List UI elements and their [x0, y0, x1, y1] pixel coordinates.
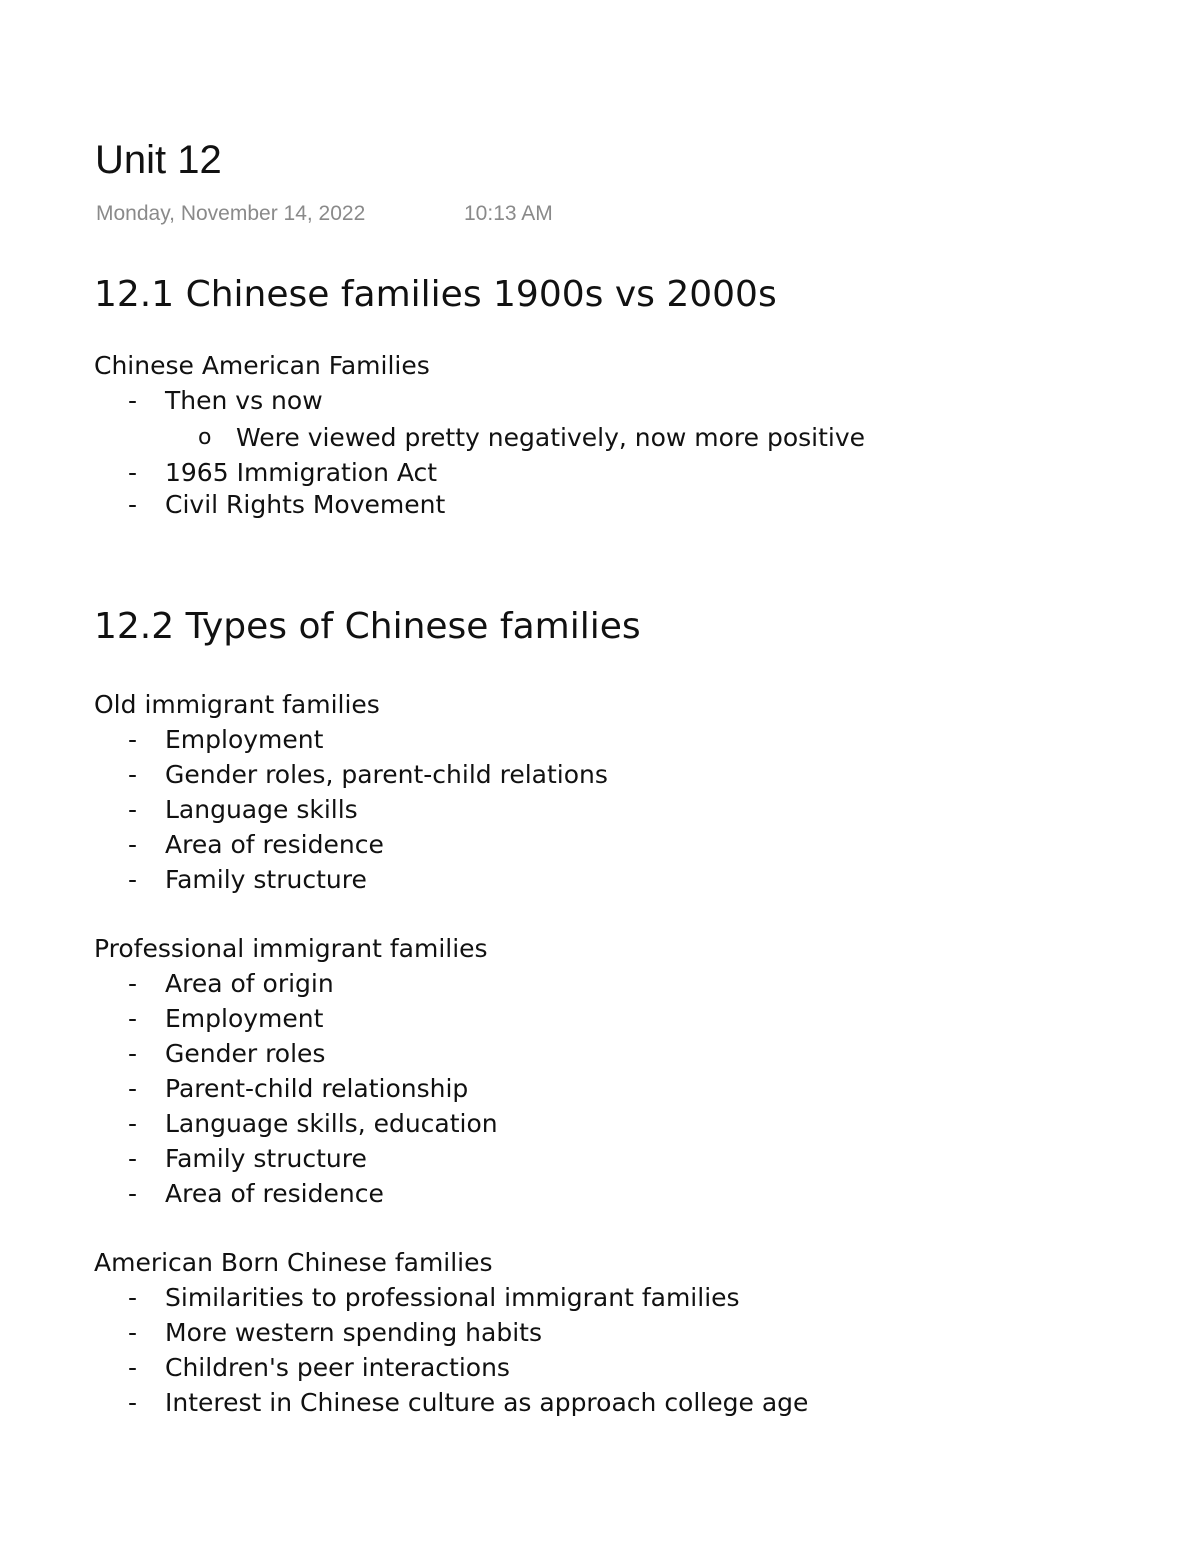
list-item: - 1965 Immigration Act: [94, 455, 865, 490]
bullet-list: [94, 383, 865, 522]
group-title: American Born Chinese families: [94, 1248, 493, 1277]
list-item: - Area of residence: [94, 827, 808, 862]
list-item: - Interest in Chinese culture as approach college age: [94, 1385, 808, 1420]
section-12-2: [94, 604, 808, 1420]
list-item: - Then vs now: [94, 383, 865, 418]
list-item: - Family structure: [94, 1141, 808, 1176]
list-item: - Gender roles: [94, 1036, 808, 1071]
page-title: Unit 12: [95, 138, 222, 182]
section-heading: 12.1 Chinese families 1900s vs 2000s: [94, 274, 777, 315]
note-metadata: [96, 201, 553, 227]
bullet-list: [94, 966, 808, 1211]
list-item: - Similarities to professional immigrant families: [94, 1280, 808, 1315]
list-item: - Language skills, education: [94, 1106, 808, 1141]
list-item: - Language skills: [94, 792, 808, 827]
section-heading: 12.2 Types of Chinese families: [94, 606, 641, 647]
list-item: - Area of residence: [94, 1176, 808, 1211]
group-title: Old immigrant families: [94, 690, 380, 719]
list-item: - Family structure: [94, 862, 808, 897]
list-item: - Civil Rights Movement: [94, 487, 865, 522]
list-item: - Employment: [94, 1001, 808, 1036]
section-12-1: [94, 272, 865, 522]
bullet-list: [94, 722, 808, 897]
sub-list-item: o Were viewed pretty negatively, now more positive: [94, 420, 865, 455]
group-title: Chinese American Families: [94, 351, 430, 380]
list-item: - Employment: [94, 722, 808, 757]
list-item: - Area of origin: [94, 966, 808, 1001]
list-item: - Gender roles, parent-child relations: [94, 757, 808, 792]
group-title: Professional immigrant families: [94, 934, 488, 963]
list-item: - Children's peer interactions: [94, 1350, 808, 1385]
note-date: Monday, November 14, 2022: [96, 202, 366, 225]
list-item: - More western spending habits: [94, 1315, 808, 1350]
note-time: 10:13 AM: [464, 202, 553, 225]
bullet-list: [94, 1280, 808, 1420]
list-item: - Parent-child relationship: [94, 1071, 808, 1106]
